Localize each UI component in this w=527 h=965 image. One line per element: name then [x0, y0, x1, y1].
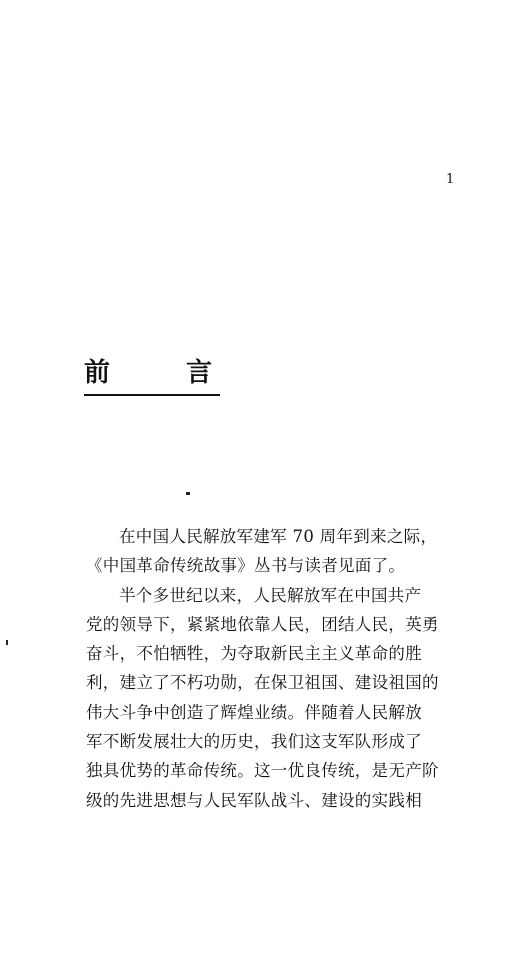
- scan-speck: [186, 492, 190, 495]
- body-line: 奋斗，不怕牺牲，为夺取新民主主义革命的胜: [86, 644, 422, 664]
- heading-underline: [84, 394, 220, 396]
- heading-char-1: 前: [84, 358, 111, 388]
- body-line: 半个多世纪以来，人民解放军在中国共产: [119, 585, 422, 605]
- body-line: 利，建立了不朽功勋，在保卫祖国、建设祖国的: [86, 673, 439, 693]
- body-line: 在中国人民解放军建军 70 周年到来之际，: [119, 527, 438, 546]
- body-line: 《中国革命传统故事》丛书与读者见面了。: [86, 556, 406, 576]
- body-line: 独具优势的革命传统。这一优良传统，是无产阶: [86, 761, 439, 781]
- body-line: 伟大斗争中创造了辉煌业绩。伴随着人民解放: [86, 702, 422, 722]
- scan-speck: [6, 640, 8, 645]
- body-text: [86, 522, 478, 815]
- page-number: 1: [446, 172, 455, 187]
- body-line: 级的先进思想与人民军队战斗、建设的实践相: [86, 790, 422, 810]
- body-line: 军不断发展壮大的历史，我们这支军队形成了: [86, 732, 422, 752]
- section-heading: [84, 356, 220, 396]
- body-line: 党的领导下，紧紧地依靠人民，团结人民，英勇: [86, 614, 439, 634]
- heading-char-2: 言: [186, 358, 213, 388]
